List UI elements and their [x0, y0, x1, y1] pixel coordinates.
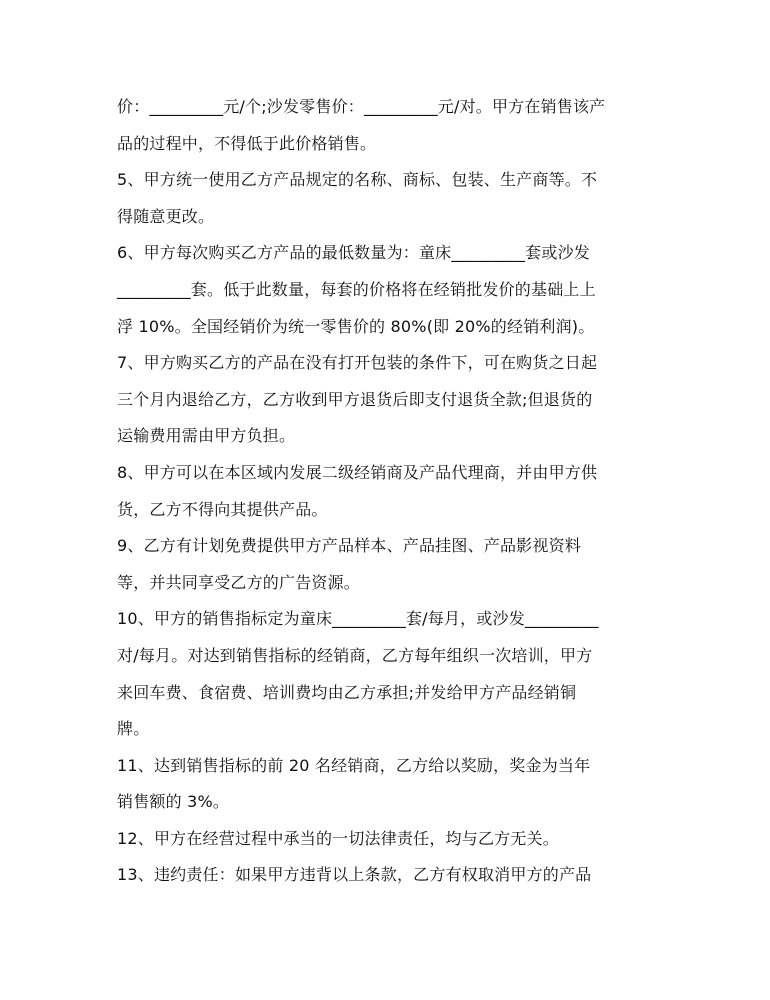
- text-line: 13、违约责任：如果甲方违背以上条款，乙方有权取消甲方的产品: [117, 865, 592, 885]
- text-line: 价：_________元/个;沙发零售价：_________元/对。甲方在销售该产: [117, 97, 606, 116]
- text-line: 11、达到销售指标的前 20 名经销商，乙方给以奖励，奖金为当年: [117, 755, 591, 775]
- text-line: 得随意更改。: [117, 206, 215, 226]
- text-line: 10、甲方的销售指标定为童床_________套/每月，或沙发_________: [117, 609, 599, 629]
- text-line: 6、甲方每次购买乙方产品的最低数量为：童床_________套或沙发: [117, 243, 590, 263]
- text-line: 销售额的 3%。: [117, 792, 230, 812]
- text-line: 等，并共同享受乙方的广告资源。: [117, 572, 361, 592]
- text-line: 12、甲方在经营过程中承当的一切法律责任，均与乙方无关。: [117, 828, 559, 848]
- text-line: 7、甲方购买乙方的产品在没有打开包装的条件下，可在购货之日起: [117, 353, 598, 373]
- text-line: 来回车费、食宿费、培训费均由乙方承担;并发给甲方产品经销铜: [117, 682, 577, 702]
- text-line: 三个月内退给乙方，乙方收到甲方退货后即支付退货全款;但退货的: [117, 389, 593, 409]
- text-line: 8、甲方可以在本区域内发展二级经销商及产品代理商，并由甲方供: [117, 462, 598, 482]
- text-line: 品的过程中，不得低于此价格销售。: [117, 133, 377, 153]
- text-line: 5、甲方统一使用乙方产品规定的名称、商标、包装、生产商等。不: [117, 170, 598, 190]
- text-line: 货，乙方不得向其提供产品。: [117, 499, 328, 519]
- text-line: 运输费用需由甲方负担。: [117, 426, 296, 446]
- text-line: 对/每月。对达到销售指标的经销商，乙方每年组织一次培训，甲方: [117, 645, 593, 665]
- text-line: 浮 10%。全国经销价为统一零售价的 80%(即 20%的经销利润)。: [117, 316, 595, 336]
- text-line: 9、乙方有计划免费提供甲方产品样本、产品挂图、产品影视资料: [117, 536, 581, 556]
- text-line: _________套。低于此数量，每套的价格将在经销批发价的基础上上: [117, 279, 596, 299]
- document-body: [117, 89, 662, 894]
- text-line: 牌。: [117, 719, 150, 739]
